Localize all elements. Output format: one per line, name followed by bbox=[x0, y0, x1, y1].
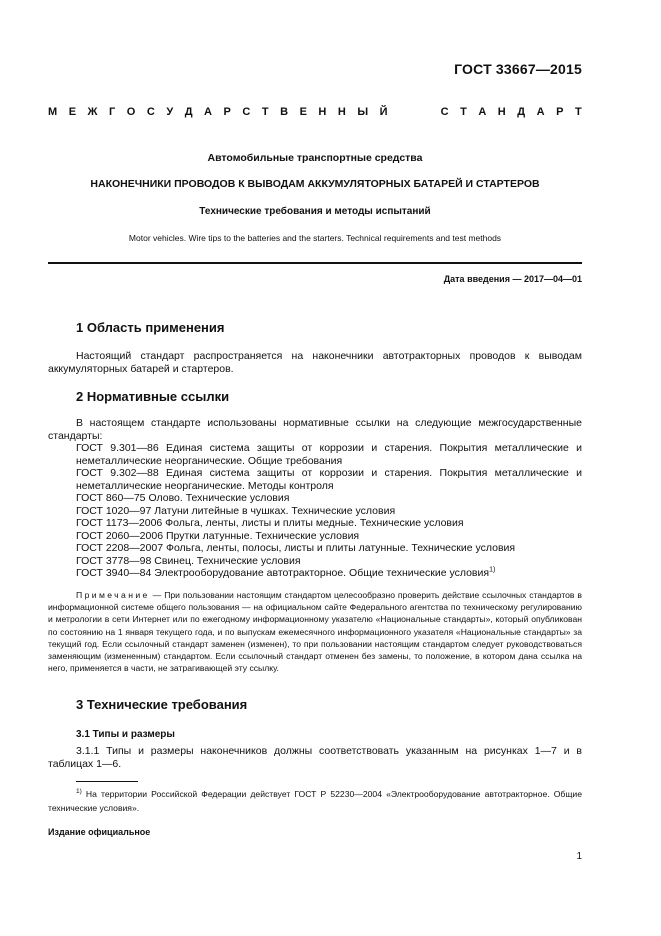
reference-item: ГОСТ 9.302—88 Единая система защиты от коррозии и старения. Покрытия металлические и неметаллические неорганические. Методы контроля bbox=[76, 467, 582, 492]
reference-item: ГОСТ 1020—97 Латуни литейные в чушках. Технические условия bbox=[76, 504, 396, 517]
banner-letter: Д bbox=[184, 106, 193, 118]
subsection-3-1-heading: 3.1 Типы и размеры bbox=[76, 729, 175, 740]
introduction-date: Дата введения — 2017—04—01 bbox=[443, 274, 582, 284]
banner-letter: О bbox=[126, 106, 136, 118]
banner-letter: А bbox=[204, 106, 212, 118]
note-label: Примечание bbox=[76, 590, 150, 600]
banner-letter: Р bbox=[556, 106, 564, 118]
banner-letter: М bbox=[48, 106, 58, 118]
banner-letter: У bbox=[166, 106, 174, 118]
section-2-intro: В настоящем стандарте использованы нормативные ссылки на следующие межгосударственные стандарты: bbox=[48, 417, 582, 442]
banner-letter: Ж bbox=[87, 106, 98, 118]
section-1-heading: 1 Область применения bbox=[76, 320, 225, 335]
banner-letter: Е bbox=[299, 106, 307, 118]
banner-gap bbox=[399, 106, 429, 118]
document-code: ГОСТ 33667—2015 bbox=[454, 61, 582, 77]
page-number: 1 bbox=[576, 851, 582, 862]
standard-banner bbox=[48, 106, 582, 118]
banner-letter: Г bbox=[109, 106, 116, 118]
reference-item: ГОСТ 2208—2007 Фольга, ленты, полосы, листы и плиты латунные. Технические условия bbox=[76, 542, 516, 554]
banner-letter: Н bbox=[497, 106, 506, 118]
banner-letter: А bbox=[478, 106, 487, 118]
reference-item: ГОСТ 2060—2006 Прутки латунные. Технические условия bbox=[76, 529, 360, 542]
reference-item bbox=[76, 567, 582, 580]
banner-letter: Д bbox=[517, 106, 526, 118]
footnote-mark: 1) bbox=[76, 788, 82, 796]
banner-letter: Т bbox=[574, 106, 582, 118]
footnote-marker: 1) bbox=[489, 566, 496, 574]
banner-letter: Н bbox=[318, 106, 327, 118]
reference-item: ГОСТ 860—75 Олово. Технические условия bbox=[76, 492, 290, 504]
section-1-text: Настоящий стандарт распространяется на наконечники автотракторных проводов к выводам аккумуляторных батарей и стартеров. bbox=[48, 350, 582, 375]
note-paragraph bbox=[48, 589, 582, 674]
reference-list bbox=[76, 442, 582, 580]
document-category: Автомобильные транспортные средства bbox=[207, 152, 423, 164]
document-subtitle: Технические требования и методы испытаний bbox=[199, 206, 431, 217]
section-3-1-1-text: 3.1.1 Типы и размеры наконечников должны соответствовать указанным на рисунках 1—7 и в таблицах 1—6. bbox=[48, 745, 582, 770]
banner-letter: С bbox=[440, 106, 449, 118]
banner-letter: Е bbox=[68, 106, 77, 118]
title-divider bbox=[48, 262, 582, 264]
reference-text: ГОСТ 3940—84 Электрооборудование автотракторное. Общие технические условия bbox=[76, 567, 490, 579]
banner-letter: Р bbox=[223, 106, 231, 118]
banner-letter: Н bbox=[337, 106, 346, 118]
banner-letter: Т bbox=[261, 106, 269, 118]
reference-item: ГОСТ 3778—98 Свинец. Технические условия bbox=[76, 554, 301, 567]
section-2-heading: 2 Нормативные ссылки bbox=[76, 389, 230, 404]
footnote-divider bbox=[76, 781, 138, 782]
footnote-text: На территории Российской Федерации действует ГОСТ Р 52230—2004 «Электрооборудование автотракторное. Общие технические условия». bbox=[48, 789, 582, 813]
footnote bbox=[48, 787, 582, 815]
english-title: Motor vehicles. Wire tips to the batteries and the starters. Technical requirements and test methods bbox=[128, 233, 502, 243]
banner-letter: В bbox=[280, 106, 289, 118]
official-edition-label: Издание официальное bbox=[48, 827, 151, 837]
reference-item: ГОСТ 9.301—86 Единая система защиты от коррозии и старения. Покрытия металлические и неметаллические неорганические. Общие требования bbox=[76, 442, 582, 467]
section-3-heading: 3 Технические требования bbox=[76, 697, 248, 712]
banner-letter: Ы bbox=[357, 106, 369, 118]
banner-letter: Т bbox=[460, 106, 467, 118]
document-title: НАКОНЕЧНИКИ ПРОВОДОВ К ВЫВОДАМ АККУМУЛЯТОРНЫХ БАТАРЕЙ И СТАРТЕРОВ bbox=[90, 178, 540, 190]
banner-letter: Й bbox=[379, 106, 388, 118]
note-text: — При пользовании настоящим стандартом целесообразно проверить действие ссылочных стандартов в информационной системе общего пользования — на официальном сайте Федерального агентства по техническому регулированию и метрологии в сети Интернет или по ежегодному информационному указателю «Национальные стандарты», который опубликован по состоянию на 1 января текущего года, и по выпускам ежемесячного информационного указателя «Национальные стандарты» за текущий год. Если ссылочный стандарт заменен (изменен), то при пользовании настоящим стандартом следует руководствоваться заменяющим (измененным) стандартом. Если ссылочный стандарт отменен без замены, то положение, в котором дана ссылка на него, применяется в части, не затрагивающей эту ссылку. bbox=[48, 590, 582, 674]
banner-letter: А bbox=[536, 106, 545, 118]
reference-item: ГОСТ 1173—2006 Фольга, ленты, листы и плиты медные. Технические условия bbox=[76, 517, 464, 529]
banner-letter: С bbox=[146, 106, 155, 118]
banner-letter: С bbox=[242, 106, 251, 118]
